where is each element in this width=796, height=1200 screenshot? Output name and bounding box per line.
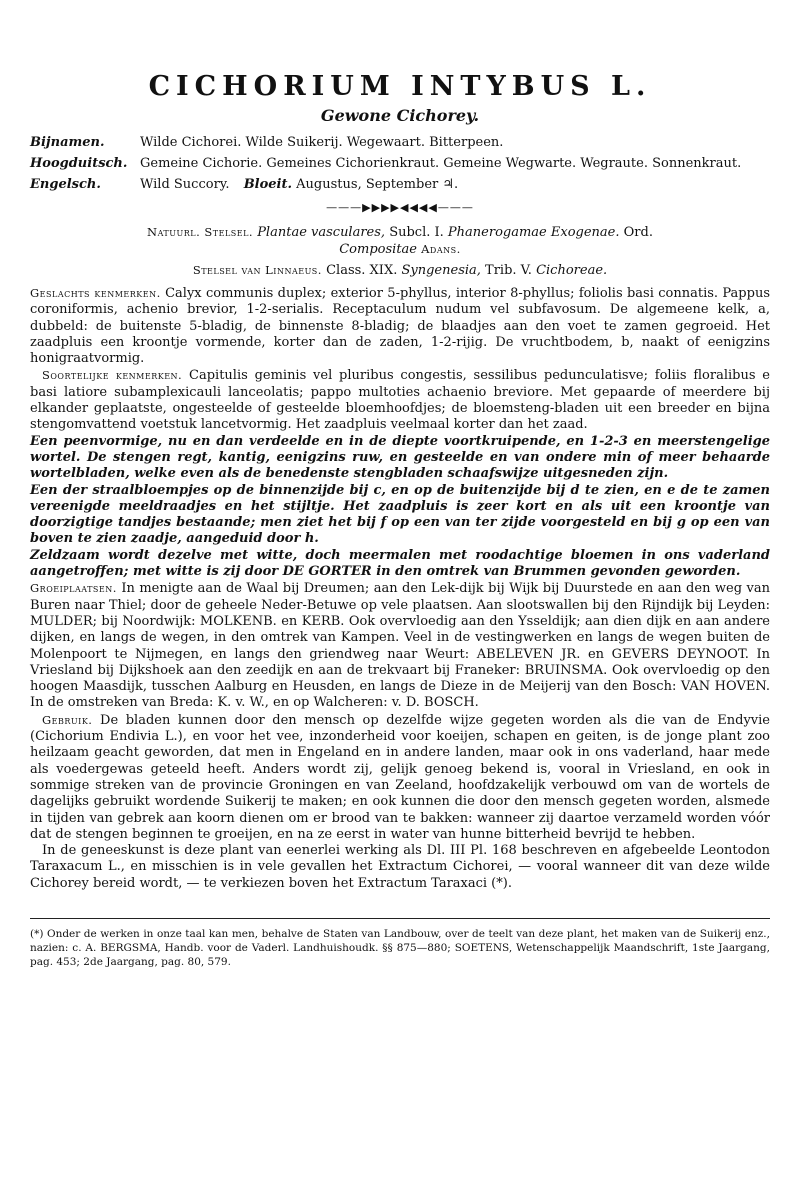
linnaeus-system [30, 262, 770, 279]
linnaeus-trib: Trib. V. [485, 263, 532, 278]
bloei-label: Bloeit. [243, 177, 293, 192]
habitats-text: In menigte aan de Waal bij Dreumen; aan den Lek-dijk bij Wijk bij Duurstede en aan den weg van Buren naar Thiel; door de geheele Neder-Betuwe op vele plaatsen. Aan slootswallen bij den Rijndijk bij Leyden: MULDER; bij Noordwijk: MOLKENB. en KERB. Ook overvloedig aan den Ysseldijk; aan dien dijk en aan andere dijken, en langs de wegen, in den omtrek van Kampen. Veel in de vestingwerken en langs de wegen buiten de Molenpoort te Nijmegen, en langs den griendweg naar Weurt: ABELEVEN JR. en GEVERS DEYNOOT. In Vriesland bij Dijkshoek aan den zeedijk en aan de trekvaart bij Franeker: BRUINSMA. Ook overvloedig op den hoogen Maasdijk, tusschen Aalburg en Heusden, en langs de Dieze in de Meijerij van den Bosch: VAN HOVEN. In de omstreken van Breda: K. v. W., en op Walcheren: v. D. BOSCH. [30, 581, 770, 711]
habitats [30, 580, 770, 711]
footnote-divider [30, 918, 770, 919]
natural-system-author: Adans. [421, 242, 461, 256]
page-subtitle: Gewone Cichorey. [320, 106, 480, 125]
footnote: (*) Onder de werken in onze taal kan men, behalve de Staten van Landbouw, over de teelt van deze plant, het maken van de Suikerij enz., nazien: c. A. BERGSMA, Handb. voor de Vaderl. Landhuishoudk. §§ 875—880; SOETENS, Wetenschappelijk Maandschrift, 1ste Jaargang, pag. 453; 2de Jaargang, pag. 80, 579. [30, 927, 770, 968]
usage [30, 712, 770, 843]
ornament-divider: ———▶▶▶▶◀◀◀◀——— [326, 201, 474, 214]
medicinal-use: In de geneeskunst is deze plant van eenerlei werking als Dl. III Pl. 168 beschreven en afgebeelde Leontodon Taraxacum L., en misschien is in vele gevallen het Extractum Cichorei, — vooral wanneer dit van deze wilde Cichorey bereid wordt, — te verkiezen boven het Extractum Taraxaci (*). [30, 843, 770, 891]
natural-system-order: Ord. [623, 225, 653, 240]
names-label: Engelsch. [30, 177, 101, 192]
species-label: Soortelijke kenmerken. [42, 368, 183, 383]
flowering-time [244, 177, 458, 192]
linnaeus-text: Syngenesia, [401, 263, 481, 278]
natural-system-subclass: Subcl. I. [389, 225, 444, 240]
natural-system-text: Phanerogamae Exogenae. [447, 225, 620, 240]
names-label: Hoogduitsch. [30, 156, 128, 171]
usage-label: Gebruik. [42, 712, 93, 727]
common-names [30, 134, 770, 193]
species-characteristics [30, 367, 770, 433]
names-row-bijnamen [30, 134, 770, 151]
variety-note: Zeldzaam wordt dezelve met witte, doch meermalen met roodachtige bloemen in ons vaderland aangetroffen; met witte is zij door DE GORTER in den omtrek van Brummen gevonden geworden. [30, 547, 770, 580]
names-value: Gemeine Cichorie. Gemeines Cichorienkraut. Gemeine Wegwarte. Wegraute. Sonnenkraut. [140, 156, 742, 171]
natural-system-label: Natuurl. Stelsel. [147, 225, 254, 239]
names-row-hoogduitsch [30, 155, 770, 172]
species-text: Capitulis geminis vel pluribus congestis, sessilibus pedunculatisve; foliis floralibus e basi latiore subamplexicauli lanceolatis; pappo multoties achaenio breviore. Met gepaarde of meerdere bij elkander geplaatste, ongesteelde of gesteelde bloemhoofdjes; de bloemsteng-bladen uit een breeder en bijna stengomvattend voetstuk lancetvormig. Het zaadpluis veelmaal korter dan het zaad. [30, 368, 770, 433]
natural-system [30, 224, 770, 258]
names-value: Wilde Cichorei. Wilde Suikerij. Wegewaart. Bitterpeen. [140, 135, 504, 150]
habitats-label: Groeiplaatsen. [30, 581, 117, 596]
natural-system-text: Plantae vasculares, [257, 225, 386, 240]
linnaeus-label: Stelsel van Linnaeus. [192, 263, 322, 277]
description-body [30, 285, 770, 892]
flower-description: Een der straalbloempjes op de binnenzijde bij c, en op de buitenzijde bij d te zien, en e de te zamen vereenigde meeldraadjes en het stijltje. Het zaadpluis is zeer kort en als uit een kroontje van doorzigtige tandjes bestaande; men ziet het bij f op een van ter zijde voorgesteld en bij g op een van boven te zien zaadje, aangeduid door h. [30, 482, 770, 547]
page [30, 70, 770, 969]
engelsch-value: Wild Succory. [140, 177, 230, 192]
genus-label: Geslachts kenmerken. [30, 286, 161, 300]
genus-characteristics [30, 285, 770, 367]
names-value [140, 176, 770, 193]
bloei-value: Augustus, September ♃. [296, 177, 459, 192]
names-row-engelsch [30, 176, 770, 193]
page-title: CICHORIUM INTYBUS L. [148, 71, 652, 102]
natural-system-text: Compositae [339, 242, 417, 257]
usage-text: De bladen kunnen door den mensch op dezelfde wijze gegeten worden als die van de Endyvie (Cichorium Endivia L.), en voor het vee, inzonderheid voor koeijen, schapen en geiten, is de jonge plant zoo heilzaam geacht geworden, dat men in Engeland en in andere landen, maar ook in ons vaderland, haar mede als voedergewas geteeld heeft. Anders wordt zij, gelijk genoeg bekend is, vooral in Vriesland, en ook in sommige streken van de provincie Groningen en van Zeeland, hoofdzakelijk verbouwd om van de wortels de dagelijks gebruikt wordende Suikerij te maken; en ook kunnen die door den mensch gegeten worden, alsmede in tijden van gebrek aan koorn dienen om er brood van te bakken: wanneer zij daartoe verzameld worden vóór dat de stengen beginnen te groeijen, en na ze eerst in water van hunne bitterheid bevrijd te hebben. [30, 712, 770, 842]
names-label: Bijnamen. [30, 135, 105, 150]
root-description: Een peenvormige, nu en dan verdeelde en in de diepte voortkruipende, en 1-2-3 en meerstengelige wortel. De stengen regt, kantig, eenigzins ruw, en gesteelde en van ondere min of meer behaarde wortelbladen, welke even als de benedenste stengbladen schaafswijze uitgesneden zijn. [30, 433, 770, 482]
linnaeus-text: Cichoreae. [536, 263, 608, 278]
linnaeus-class: Class. XIX. [326, 263, 398, 278]
genus-text: Calyx communis duplex; exterior 5-phyllus, interior 8-phyllus; foliolis basi connatis. Pappus coroniformis, achenio brevior, 1-2-serialis. Receptaculum nudum vel subfavosum. De algemeene kelk, a, dubbeld: de buitenste 5-bladig, de binnenste 8-bladig; de blaadjes aan den voet te zamen gegroeid. Het zaadpluis een kroontje vormende, korter dan de zaden, 1-2-rijig. De vruchtbodem, b, naakt of eenigzins honigraatvormig. [30, 286, 770, 367]
